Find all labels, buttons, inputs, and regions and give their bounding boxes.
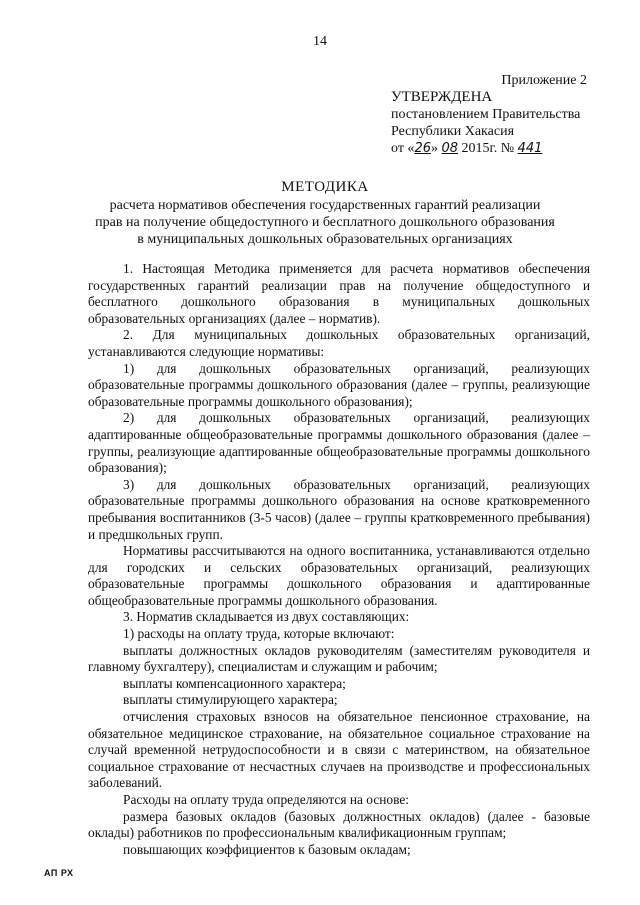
approval-date-line: [391, 140, 591, 157]
approval-stamp: [391, 72, 591, 157]
paragraph: выплаты компенсационного характера;: [123, 675, 346, 691]
approved-heading: УТВЕРЖДЕНА: [391, 89, 493, 105]
paragraph: Нормативы рассчитываются на одного воспитанника, устанавливаются отдельно для городских и сельских образовательных организаций, реализующих образовательные программы дошкольного образования и адаптированные общеобразовательные программы дошкольного образования.: [88, 543, 590, 608]
page-number: 14: [313, 34, 327, 49]
paragraph: отчисления страховых взносов на обязательное пенсионное страхование, на обязательное медицинское страхование, на обязательное социальное страхование на случай временной нетрудоспособности и в связи с материнством, на обязательное социальное страхование от несчастных случаев на производстве и профессиональных заболеваний.: [88, 709, 590, 791]
paragraph: повышающих коэффициентов к базовым окладам;: [123, 841, 411, 857]
date-year-number-label: 2015г. №: [458, 141, 518, 156]
paragraph: 2) для дошкольных образовательных организаций, реализующих адаптированные общеобразовательные программы дошкольного образования (далее – группы, реализующие адаптированные общеобразовательные программы дошкольного образования);: [88, 410, 590, 476]
footer-mark: АП РХ: [44, 868, 74, 878]
paragraph: выплаты стимулирующего характера;: [123, 692, 338, 708]
paragraph: 1. Настоящая Методика применяется для расчета нормативов обеспечения государственных гарантий реализации прав на получение общедоступного и бесплатного дошкольного образования в муниципальных дошкольных образовательных организациях (далее – норматив).: [88, 261, 590, 326]
date-prefix: от «: [391, 141, 415, 156]
document-title: [60, 179, 590, 248]
paragraph: 3) для дошкольных образовательных организаций, реализующих образовательные программы дошкольного образования на основе кратковременного пребывания воспитанников (3-5 часов) (далее – группы кратковременного пребывания) и предшкольных групп.: [88, 476, 590, 542]
paragraph: 2. Для муниципальных дошкольных образовательных организаций, устанавливаются следующие нормативы:: [88, 327, 590, 359]
paragraph: размера базовых окладов (базовых должностных окладов) (далее - базовые оклады) работников по профессиональным квалификационным группам;: [88, 808, 590, 841]
date-separator: »: [430, 141, 442, 156]
paragraph: 1) для дошкольных образовательных организаций, реализующих образовательные программы дошкольного образования (далее – группы, реализующие образовательные программы дошкольного образования);: [88, 360, 590, 409]
approval-line-1: постановлением Правительства: [391, 107, 581, 122]
appendix-label: Приложение 2: [501, 73, 587, 88]
date-day: 26: [414, 141, 431, 156]
date-month: 08: [441, 141, 459, 156]
resolution-number: 441: [517, 141, 543, 156]
title-main: МЕТОДИКА: [281, 179, 369, 195]
title-line-1: расчета нормативов обеспечения государственных гарантий реализации: [109, 198, 541, 213]
paragraph: Расходы на оплату труда определяются на основе:: [123, 792, 410, 807]
paragraph: выплаты должностных окладов руководителям (заместителям руководителя и главному бухгалтеру), специалистам и служащим и рабочим;: [88, 642, 590, 675]
paragraph: 3. Норматив складывается из двух составляющих:: [123, 609, 410, 625]
approval-line-2: Республики Хакасия: [391, 124, 515, 139]
title-line-2: прав на получение общедоступного и бесплатного дошкольного образования: [95, 215, 555, 230]
document-body: [88, 261, 590, 858]
paragraph: 1) расходы на оплату труда, которые включают:: [123, 626, 395, 642]
title-line-3: в муниципальных дошкольных образовательных организациях: [137, 232, 513, 247]
